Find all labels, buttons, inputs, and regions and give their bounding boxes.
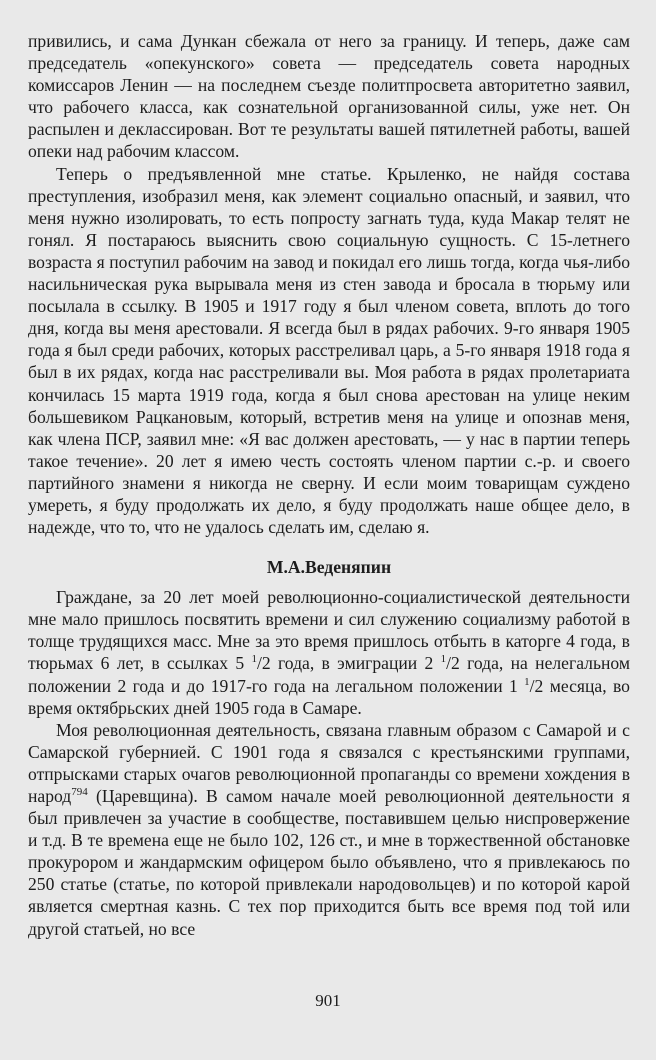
paragraph-3-text-a: Граждане, за 20 лет моей революционно-социалистической деятельности мне мало пришлось посвятить времени и сил служению социализму работой в толще трудящихся масс. Мне за это время пришлось отбыть в каторге 4 года, в тюрьмах 6 лет, в ссылках 5 xyxy=(28,587,630,674)
fraction-numerator: 1 xyxy=(251,653,258,666)
paragraph-3-text-c: /2 года, на нелегальном положении 2 года и до 1917-го года на легальном положении 1 xyxy=(28,653,630,696)
paragraph-2: Теперь о предъявленной мне статье. Крыленко, не найдя состава преступления, изобразил меня, как элемент социально опасный, и заявил, что меня нужно изолировать, то есть попросту загнать туда, куда Макар телят не гонял. Я постараюсь выяснить свою социальную сущность. С 15-летнего возраста я поступил рабочим на завод и покидал его лишь тогда, когда чья-либо насильническая рука вырывала меня из стен завода и бросала в тюрьму или посылала в ссылку. В 1905 и 1917 году я был членом совета, вплоть до того дня, когда вы меня арестовали. Я всегда был в рядах рабочих. 9-го января 1905 года я был среди рабочих, которых расстреливал царь, а 5-го января 1918 года я был в их рядах, когда нас расстреливали вы. Моя работа в рядах пролетариата кончилась 15 марта 1919 года, когда я был снова арестован на улице неким большевиком Рацкановым, который, встретив меня на улице и опознав меня, как члена ПСР, заявил мне: «Я вас должен арестовать, — у нас в партии теперь такое течение». 20 лет я имею честь состоять членом партии с.-р. и своего партийного знамени я никогда не сверну. И если моим товарищам суждено умереть, я буду продолжать их дело, я буду продолжать наше общее дело, в надежде, что то, что не удалось сделать им, сделаю я. xyxy=(28,163,630,538)
paragraph-1: привились, и сама Дункан сбежала от него за границу. И теперь, даже сам председатель «опекунского» совета — председатель совета народных комиссаров Ленин — на последнем съезде политпросвета авторитетно заявил, что рабочего класса, как сознательной организованной силы, уже нет. Он распылен и деклассирован. Вот те результаты вашей пятилетней работы, вашей опеки над рабочим классом. xyxy=(28,31,630,162)
paragraph-4-text-b: (Царевщина). В самом начале моей революционной деятельности я был привлечен за участие в сообществе, поставившем целью ниспровержение и т.д. В те времена еще не было 102, 126 ст., и мне в торжественной обстановке прокурором и жандармским офицером было объявлено, что я привлекаюсь по 250 статье (статье, по которой привлекали народовольцев) и по которой карой является смертная казнь. С тех пор приходится быть все время под той или другой статьей, но все xyxy=(28,786,630,939)
body-text xyxy=(28,30,630,940)
fraction-numerator: 1 xyxy=(440,653,447,666)
paragraph-3-text-d: /2 месяца, во время октябрьских дней 1905 года в Самаре. xyxy=(28,675,630,718)
footnote-marker: 794 xyxy=(71,786,88,799)
paragraph-3 xyxy=(28,586,630,719)
page-number: 901 xyxy=(315,991,341,1010)
fraction-numerator: 1 xyxy=(524,675,530,688)
paragraph-3-text-b: /2 года, в эмиграции 2 xyxy=(257,653,434,674)
paragraph-4 xyxy=(28,719,630,940)
paragraph-4-text-a: Моя революционная деятельность, связана главным образом с Самарой и с Самарской губернией. С 1901 года я связался с крестьянскими группами, отпрысками старых очагов революционной пропаганды со времени хождения в народ xyxy=(28,719,630,806)
speaker-heading: М.А.Веденяпин xyxy=(266,557,392,578)
